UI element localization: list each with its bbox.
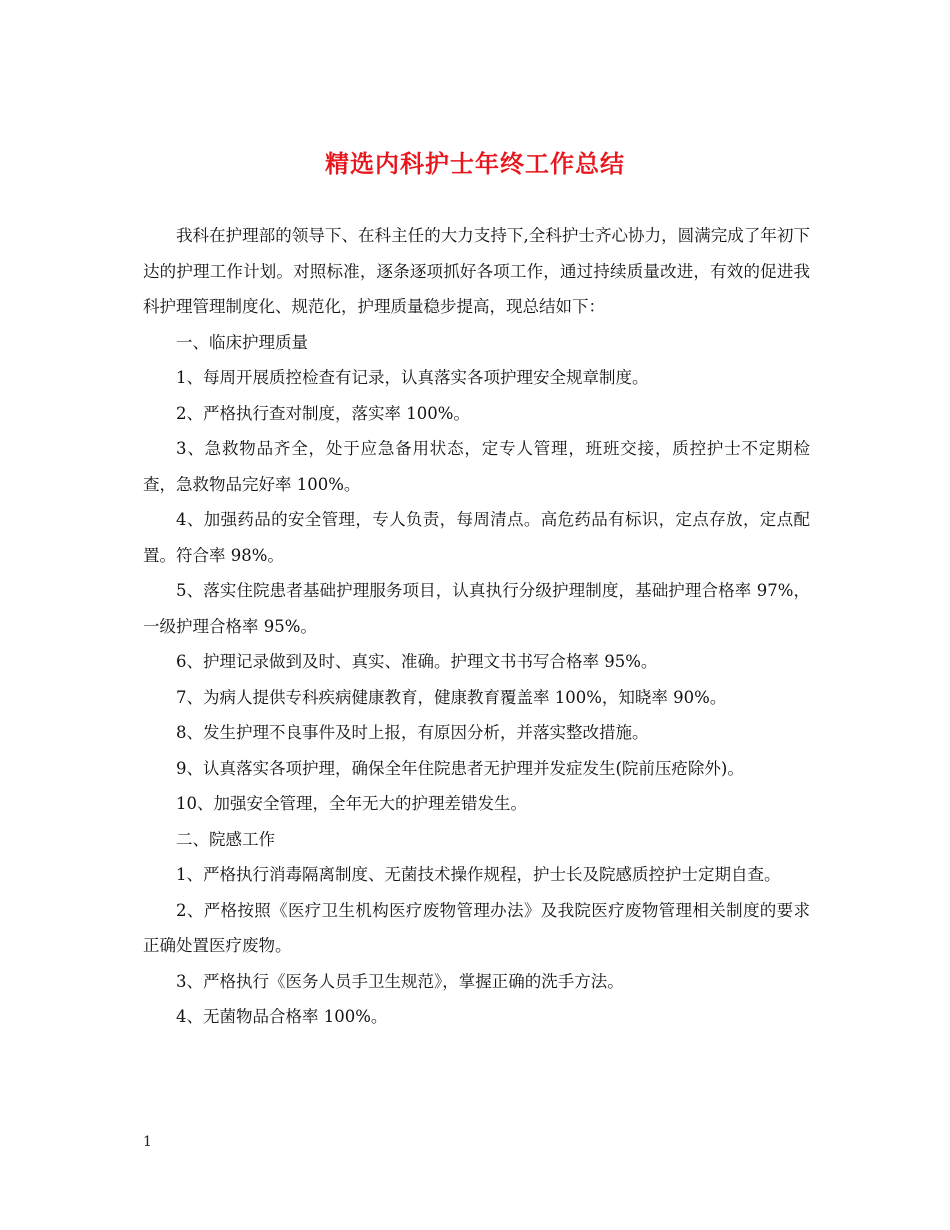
list-item: 6、护理记录做到及时、真实、准确。护理文书书写合格率 95%。 — [176, 652, 658, 671]
list-item: 8、发生护理不良事件及时上报，有原因分析，并落实整改措施。 — [176, 723, 649, 742]
document-body — [143, 218, 810, 1035]
page-number: 1 — [143, 1134, 152, 1150]
section-heading-infection: 二、院感工作 — [176, 829, 275, 849]
list-item: 3、严格执行《医务人员手卫生规范》，掌握正确的洗手方法。 — [176, 971, 624, 991]
list-item: 9、认真落实各项护理，确保全年住院患者无护理并发症发生(院前压疮除外)。 — [176, 758, 744, 778]
list-item: 7、为病人提供专科疾病健康教育，健康教育覆盖率 100%，知晓率 90%。 — [176, 687, 727, 707]
list-item: 4、加强药品的安全管理，专人负责，每周清点。高危药品有标识，定点存放，定点配置。符合率 98%。 — [143, 510, 810, 565]
list-item: 4、无菌物品合格率 100%。 — [176, 1007, 388, 1026]
document-title: 精选内科护士年终工作总结 — [325, 149, 625, 178]
list-item: 2、严格按照《医疗卫生机构医疗废物管理办法》及我院医疗废物管理相关制度的要求正确处置医疗废物。 — [143, 900, 810, 955]
list-item: 2、严格执行查对制度，落实率 100%。 — [176, 403, 470, 423]
list-item: 1、每周开展质控检查有记录，认真落实各项护理安全规章制度。 — [176, 368, 649, 387]
list-item: 3、急救物品齐全，处于应急备用状态，定专人管理，班班交接，质控护士不定期检查，急救物品完好率 100%。 — [143, 439, 810, 494]
section-heading-clinical: 一、临床护理质量 — [176, 332, 308, 352]
list-item: 1、严格执行消毒隔离制度、无菌技术操作规程，护士长及院感质控护士定期自查。 — [176, 865, 781, 884]
list-item: 5、落实住院患者基础护理服务项目，认真执行分级护理制度，基础护理合格率 97%，一级护理合格率 95%。 — [143, 581, 810, 636]
paragraph-intro: 我科在护理部的领导下、在科主任的大力支持下,全科护士齐心协力，圆满完成了年初下达的护理工作计划。对照标准，逐条逐项抓好各项工作，通过持续质量改进，有效的促进我科护理管理制度化、规范化，护理质量稳步提高，现总结如下： — [143, 226, 810, 316]
list-item: 10、加强安全管理，全年无大的护理差错发生。 — [176, 794, 527, 813]
